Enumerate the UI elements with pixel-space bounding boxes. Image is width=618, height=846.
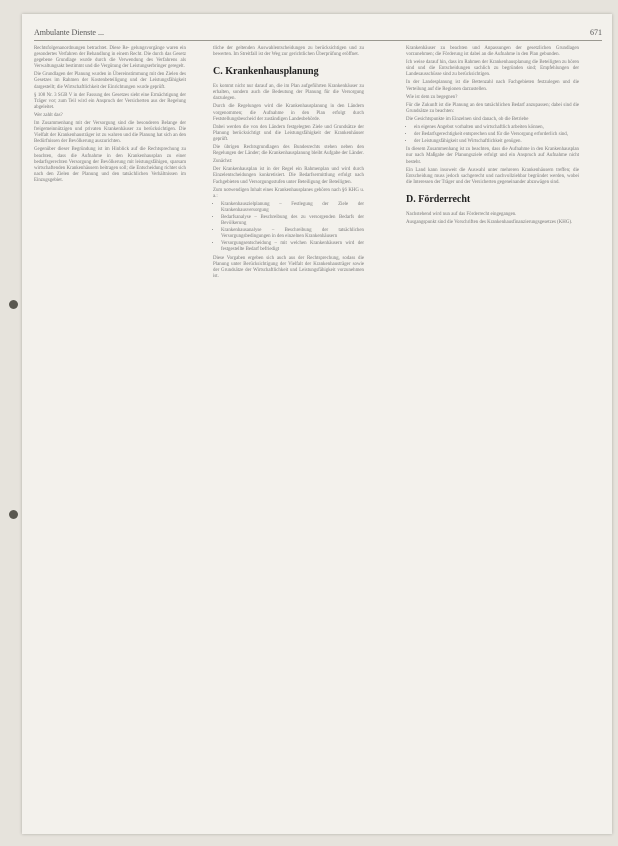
page-number: 671: [590, 28, 602, 37]
list-item: • der Leistungsfähigkeit und Wirtschaftlichkeit genügen.: [414, 139, 579, 145]
column-right: [406, 46, 579, 228]
column-middle: [213, 46, 364, 282]
list-item: • Versorgungsentscheidung – mit welchen Krankenhäusern wird der festgestellte Bedarf befriedigt: [221, 241, 364, 253]
list-item: • ein eigenes Angebot vorhalten und wirtschaftlich arbeiten können,: [414, 125, 579, 131]
paragraph: Für die Zukunft ist die Planung an den tatsächlichen Bedarf anzupassen; dabei sind die Grundsätze zu beachten:: [406, 102, 579, 114]
paragraph: Diese Vorgaben ergeben sich auch aus der Rechtsprechung, sodass die Planung unter Berücksichtigung der Vielfalt der Krankenhausträger sowie der Grundsätze der Wirtschaftlichkeit und Leistungsfähigkeit vorzunehmen ist.: [213, 255, 364, 279]
paragraph: Die Grundlagen der Planung wurden in Übereinstimmung mit den Zielen des Gesetzes im Rahmen der Kostenbeteiligung und der Leistungsfähigkeit dargestellt; die Wirtschaftlichkeit der Einrichtungen wurde geprüft.: [34, 72, 186, 90]
header-title: Ambulante Dienste ...: [34, 28, 104, 37]
paragraph: Gegenüber dieser Begründung ist im Hinblick auf die Rechtsprechung zu beachten, dass die Aufnahme in den Krankenhausplan zu einer bedarfsgerechten Versorgung der Bevölkerung mit leistungsfähigen, sparsam wirtschaftenden Krankenhäusern beitragen soll; die Entscheidung richtet sich nach den Zielen der Planung und den tatsächlichen Verhältnissen im Einzugsgebiet.: [34, 147, 186, 183]
paragraph: Wie ist dem zu begegnen?: [406, 94, 458, 100]
planning-list: [213, 202, 364, 254]
paragraph: In der Landesplanung ist die Bettenzahl nach Fachgebieten festzulegen und die Verteilung auf die Regionen darzustellen.: [406, 80, 579, 92]
list-item: • der Bedarfsgerechtigkeit entsprechen und für die Versorgung erforderlich sind,: [414, 132, 579, 138]
list-item: • Krankenhausanalyse – Beschreibung der tatsächlichen Versorgungsbedingungen in den einzelnen Krankenhäusern: [221, 228, 364, 240]
running-header: [34, 28, 602, 41]
paragraph: Der Krankenhausplan ist in der Regel ein Rahmenplan und wird durch Einzelentscheidungen konkretisiert. Die Bedarfsermittlung erfolgt nach Fachgebieten und Versorgungsstufen unter Beteiligung der Beteiligten.: [213, 167, 364, 185]
section-heading-d: D. Förderrecht: [406, 193, 471, 205]
paragraph: Ein Land kann insoweit die Auswahl unter mehreren Krankenhäusern treffen; die Entscheidung muss jedoch sachgerecht und nachvollziehbar begründet werden, wobei die Interessen der Träger und der Versicherten gegeneinander abzuwägen sind.: [406, 167, 579, 185]
paragraph: In diesem Zusammenhang ist zu beachten, dass die Aufnahme in den Krankenhausplan nur nach Maßgabe der Planungsziele erfolgt und ein Anspruch auf Aufnahme nicht besteht.: [406, 147, 579, 165]
paragraph: Rechtsfolgenanordnungen betrachtet. Diese Re- gelungsvorgänge waren ein gesondertes Verfahren der Behandlung in einem Recht. Die durch das Gesetz gegebene Grundlage wurde durch die Verwendung des Verfahrens als Verwaltungsakt bestimmt und die Vergütung der Leistungserbringer geregelt.: [34, 46, 186, 70]
paragraph: Nachstehend wird nun auf das Förderrecht eingegangen.: [406, 211, 517, 217]
paragraph: Durch die Regelungen wird die Krankenhausplanung in den Ländern vorgenommen; die Aufnahme in den Plan erfolgt durch Feststellungsbescheid der zuständigen Landesbehörde.: [213, 104, 364, 122]
paragraph: § 108 Nr. 3 SGB V in der Fassung des Gesetzes sieht eine Ermächtigung der Träger vor; zum Teil wird ein Anspruch der Versicherten aus der Regelung abgeleitet.: [34, 92, 186, 110]
paragraph: Die Gesichtspunkte im Einzelnen sind danach, ob die Betriebe: [406, 116, 529, 122]
paragraph: Es kommt nicht nur darauf an, die im Plan aufgeführten Krankenhäuser zu erhalten, sondern auch die Bedeutung der Planung für die Versorgung darzulegen.: [213, 84, 364, 102]
punch-hole-icon: [9, 300, 18, 309]
paragraph: Dabei werden die von den Ländern festgelegten Ziele und Grundsätze der Planung berücksichtigt und die Leistungsfähigkeit der Krankenhäuser geprüft.: [213, 124, 364, 142]
column-left: [34, 46, 186, 186]
section-heading-c: C. Krankenhausplanung: [213, 66, 319, 78]
punch-hole-icon: [9, 510, 18, 519]
paragraph: Zum notwendigen Inhalt eines Krankenhausplanes gehören nach §6 KHG u. a.:: [213, 187, 364, 199]
list-item: • Bedarfsanalyse – Beschreibung des zu versorgenden Bedarfs der Bevölkerung: [221, 215, 364, 227]
document-page: [22, 14, 612, 834]
paragraph: Ausgangspunkt sind die Vorschriften des Krankenhausfinanzierungsgesetzes (KHG).: [406, 219, 573, 225]
paragraph: Die übrigen Rechtsgrundlagen des Bundesrechts stehen neben den Regelungen der Länder; die Krankenhausplanung bleibt Aufgabe der Länder.: [213, 145, 364, 157]
paragraph: Wer zahlt das?: [34, 112, 63, 118]
paragraph: Krankenhäuser zu beachten und Anpassungen der gesetzlichen Grundlagen vorzunehmen; die Förderung ist dabei an die Aufnahme in den Plan gebunden.: [406, 46, 579, 58]
paragraph: Zunächst:: [213, 159, 233, 165]
paragraph: Im Zusammenhang mit der Versorgung sind die besonderen Belange der freigemeinnützigen und privaten Krankenhäuser zu berücksichtigen. Die Vielfalt der Krankenhausträger ist zu wahren und die Planung hat sich an den Bedürfnissen der Bevölkerung auszurichten.: [34, 121, 186, 145]
criteria-list: [406, 125, 579, 145]
list-item: • Krankenhauszielplanung – Festlegung der Ziele der Krankenhausversorgung: [221, 202, 364, 214]
paragraph: Ich weise darauf hin, dass im Rahmen der Krankenhausplanung die Beteiligten zu hören sind und die Entscheidungen sachlich zu begründen sind; Empfehlungen der Landesausschüsse sind zu berücksichtigen.: [406, 60, 579, 78]
paragraph: tliche der geltenden Auswahlentscheidungen zu berücksichtigen und zu bewerten. Im Streitfall ist der Weg zur gerichtlichen Überprüfung eröffnet.: [213, 46, 364, 58]
